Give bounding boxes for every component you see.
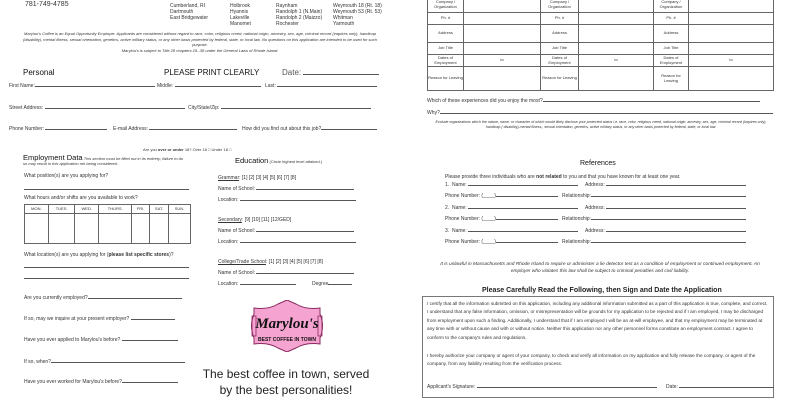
- store-list-2: [230, 3, 251, 27]
- location-input-line[interactable]: [24, 267, 189, 268]
- references-intro: Please provide three individuals who are not related to you and that you have known for at least one year.: [445, 174, 681, 180]
- college-school-name-field[interactable]: Name of School:: [218, 269, 354, 276]
- store-name: Weymouth 18 (Rt. 18): [333, 3, 382, 9]
- authorize-statement: I hereby authorize your company or agent of your company, to check and verify all information on my application and fully release the company, or agent of the company, from any liability resulting from the verification process.: [427, 353, 756, 367]
- store-name: Weymouth 53 (Rt. 53): [333, 9, 382, 15]
- reference-3-address[interactable]: Address:: [585, 227, 746, 234]
- reference-2-address[interactable]: Address:: [585, 204, 746, 211]
- city-state-zip-field[interactable]: City/State/Zip:: [188, 104, 371, 111]
- section-personal: Personal: [23, 68, 55, 77]
- grammar-location-field[interactable]: Location:: [218, 196, 356, 203]
- store-name: Randolph 1 (N.Main): [276, 9, 323, 15]
- location-question: What location(s) are you applying for (please list specific stores)?: [24, 252, 174, 258]
- applied-before-field[interactable]: Have you ever applied to Marylou's before?: [24, 336, 178, 343]
- store-name: Hyannis: [230, 9, 249, 15]
- email-field[interactable]: E-mail Address:: [113, 125, 237, 132]
- store-list-3: [276, 3, 322, 27]
- store-name: Cumberland, RI: [170, 3, 206, 9]
- date-field[interactable]: Date:: [282, 68, 379, 77]
- store-name: Lakeville: [230, 15, 250, 21]
- store-name: Dartmouth: [170, 9, 194, 15]
- position-input-line[interactable]: [24, 189, 189, 190]
- last-name-field[interactable]: Last:: [265, 82, 377, 89]
- hours-question: What hours and/or shifts are you available to work?: [24, 195, 138, 201]
- degree-field[interactable]: Degree: [312, 280, 352, 287]
- education-header: Education (Circle highest level attained.): [235, 156, 323, 165]
- store-list-1: [170, 3, 208, 21]
- reference-1-name[interactable]: 1. Name:: [445, 181, 578, 188]
- college-location-field[interactable]: Location:: [218, 280, 296, 287]
- reference-3-phone[interactable]: Phone Number: (____): [445, 238, 558, 245]
- references-title: References: [580, 160, 616, 167]
- certification-box: [422, 296, 774, 398]
- svg-text:Marylou's: Marylou's: [255, 316, 319, 332]
- grammar-levels[interactable]: Grammar: [1] [2] [3] [4] [5] [6] [7] [8]: [218, 175, 297, 181]
- exclude-note: Exclude organizations which the nature, name, or character of which would likely disclose your protected status i.e. race, color, religious creed, national origin, ancestry, sex, age, criminal record (inquires only), handicap ( disability),mental illness,, sexual orientation, genetics, active military status, or any other basis protected by federal, state, or local law.: [435, 120, 767, 129]
- store-name: Holbrook: [230, 3, 251, 9]
- phone-number-field[interactable]: Phone Number:: [9, 125, 107, 132]
- store-name: Randolph 2 (Maizzo): [276, 15, 323, 21]
- reference-2-relationship[interactable]: Relationship:: [562, 215, 746, 222]
- why-field[interactable]: Why?: [427, 109, 773, 116]
- applicant-signature-field[interactable]: Applicant's Signature:: [427, 383, 657, 390]
- employment-data-header: Employment Data This section must be filled out in its entirety; failure to do so may result in this application not being considered.: [23, 153, 184, 166]
- store-name: Rochester: [276, 21, 299, 27]
- secondary-levels[interactable]: Secondary: [9] [10] [11] [12/GED]: [218, 217, 292, 223]
- reference-2-phone[interactable]: Phone Number: (____): [445, 215, 558, 222]
- reference-1-address[interactable]: Address:: [585, 181, 746, 188]
- availability-table[interactable]: MON. TUES. WED. THURS. FRI. SAT. SUN.: [24, 204, 191, 244]
- store-name: Raynham: [276, 3, 298, 9]
- grammar-school-name-field[interactable]: Name of School:: [218, 185, 354, 192]
- reference-2-name[interactable]: 2. Name:: [445, 204, 578, 211]
- signature-date-field[interactable]: Date:: [666, 383, 774, 390]
- reference-3-name[interactable]: 3. Name:: [445, 227, 578, 234]
- store-name: Whitman: [333, 15, 353, 21]
- location-input-line[interactable]: [24, 278, 189, 279]
- store-phone: 781-749-4785: [25, 1, 69, 8]
- find-out-field[interactable]: How did you find out about this job?: [242, 125, 377, 132]
- secondary-school-name-field[interactable]: Name of School:: [218, 227, 354, 234]
- reference-1-relationship[interactable]: Relationship:: [562, 192, 746, 199]
- inquire-employer-field[interactable]: If so, may we inquire at your present employer?: [24, 315, 175, 322]
- marylous-logo: [248, 300, 326, 352]
- employment-history-table[interactable]: Company / Organization Company / Organization Company / Organization Ph. # Ph. # Ph. # Address Address Address Job Title Job Title Job Title Dates of Employment to Dates of Employment to Dates of Employment to Reason for Leaving Reason for Leaving Reason for Leaving: [427, 0, 774, 91]
- age-question[interactable]: Are you over or under 18? Over 18 □ Under 18 □: [143, 147, 232, 152]
- first-name-field[interactable]: First Name:: [9, 82, 155, 89]
- store-list-4: [333, 3, 382, 27]
- store-name: Yarmouth: [333, 21, 355, 27]
- applied-when-field[interactable]: If so, when?: [24, 358, 185, 365]
- tagline: The best coffee in town, served by the best personalities!: [202, 367, 370, 397]
- eoe-statement: Marylou's Coffee is an Equal Opportunity Employer. Applicants are considered without regard to race, color, religious creed, national origin, ancestry, sex, age, criminal record (inquires only), handicap (disability), mental illness, sexual orientation, genetics, active military status, or any other basis protected by federal, state, or local law. No questions on this application are intended to be used for such purpose. Marylou's is subject to Title 28 chapters 29--38 under the General Laws of Rhode Island.: [23, 31, 377, 53]
- worked-before-field[interactable]: Have you ever worked for Marylou's before?: [24, 378, 178, 385]
- svg-text:BEST COFFEE IN TOWN: BEST COFFEE IN TOWN: [258, 337, 316, 343]
- secondary-location-field[interactable]: Location:: [218, 238, 356, 245]
- store-name: Manomet: [230, 21, 251, 27]
- reference-1-phone[interactable]: Phone Number: (____): [445, 192, 558, 199]
- sign-section-title: Please Carefully Read the Following, then Sign and Date the Application: [482, 287, 722, 294]
- enjoy-most-field[interactable]: Which of these experiences did you enjoy the most?: [427, 97, 760, 104]
- print-clearly: PLEASE PRINT CLEARLY: [164, 68, 260, 77]
- store-name: East Bridgewater: [170, 15, 209, 21]
- street-address-field[interactable]: Street Address:: [9, 104, 185, 111]
- application-page-2: [400, 0, 800, 400]
- certify-statement: I certify that all the information submitted on this application, including any additional information submitted as a part of this application is true, complete, and correct. I understand that any false information, omission, or misrepresentation will be grounds for my application to be rejected and if I am employed, I may be discharged from employment upon such a finding. Additionally, I understand that if I am employed I will be an at-will employee, and that my employment may be terminated at any time with or without cause and with or without notice. Neither this application nor any other personnel forms constitute an employment contract. I agree to conform to the company's rules and regulations.: [427, 301, 768, 340]
- currently-employed-field[interactable]: Are you currently employed?: [24, 294, 182, 301]
- college-levels[interactable]: College/Trade School: [1] [2] [3] [4] [5] [6] [7] [8]: [218, 259, 323, 265]
- position-question: What position(s) are you applying for?: [24, 173, 109, 179]
- reference-3-relationship[interactable]: Relationship:: [562, 238, 746, 245]
- lie-detector-notice: It is unlawful in Massachusetts and Rhode Island to require or administer a lie detector test as a condition of employment or continued employment. An employer who violates this law shall be subject to criminal penalties and civil liability.: [440, 262, 760, 274]
- middle-name-field[interactable]: Middle:: [157, 82, 261, 89]
